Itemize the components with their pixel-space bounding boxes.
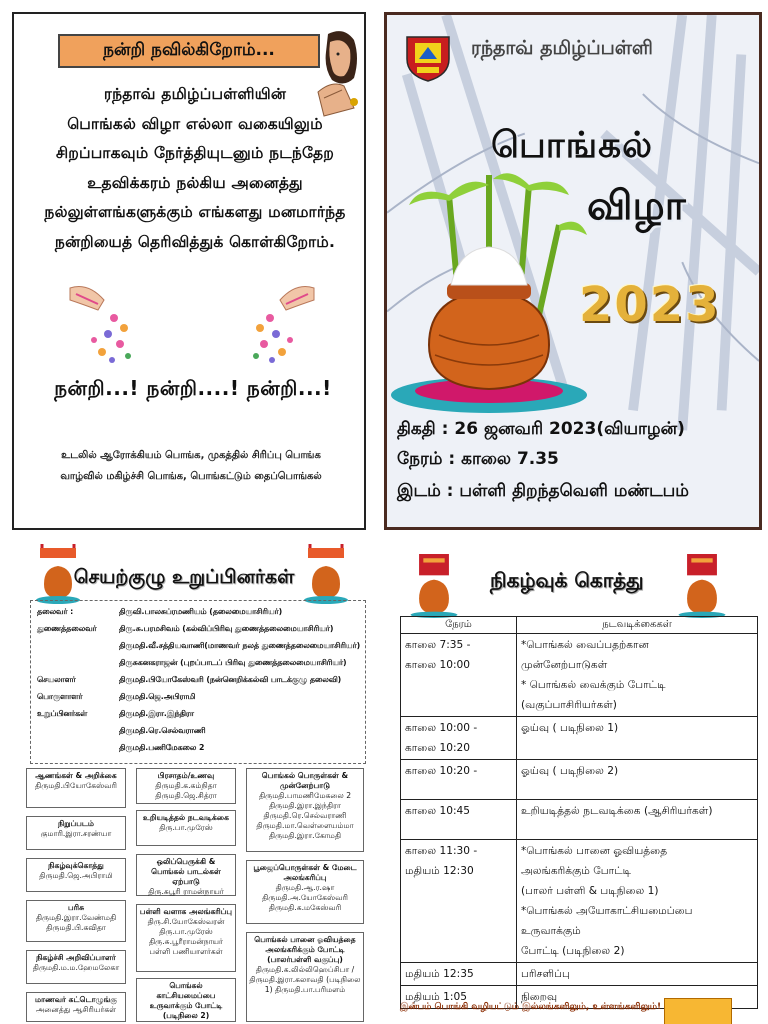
role-label: பொருளாளர் <box>37 692 83 701</box>
thank-you-panel <box>12 12 366 530</box>
duty-cell <box>136 810 236 846</box>
member-name: திருவி.பாலசுப்ரமணியம் (தலைமையாசிரியர்) <box>119 607 283 616</box>
committee-panel <box>24 540 368 1024</box>
duty-title: பள்ளி வளாக அலங்கரிப்பு <box>139 907 233 916</box>
duty-names: திருமதி.பாமணிமேகலை 2 திருமதி.இரா.இந்திரா திருமதி.ரெ.செல்வராணி திருமதி.மா.வெள்ளையம்மா திருமதி.இரா.கோமதி <box>256 791 354 840</box>
time-text: காலை 10:00 - <box>405 722 478 734</box>
duty-cell <box>26 768 126 808</box>
thanks-line: சிறப்பாகவும் நேர்த்தியுடனும் நடந்தேற <box>55 144 335 162</box>
member-name: திருமதி.பியோகேஸ்வரி (நன்னெறிக்கல்வி பாடக்குழு தலைவி) <box>119 675 342 684</box>
time-cell <box>401 800 517 840</box>
schedule-footer: இன்பம் பொங்கி வழியட்டும் இல்லங்களிலும், உள்ளங்களிலும்! <box>400 1002 662 1012</box>
activity-text: * பொங்கல் வைக்கும் போட்டி <box>521 679 666 691</box>
activity-cell <box>517 800 758 840</box>
activity-text: *பொங்கல் பானை ஓவியத்தை <box>521 845 668 857</box>
time-cell <box>401 760 517 800</box>
duty-names: அனைத்து ஆசிரியர்கள் <box>35 1005 117 1014</box>
table-row <box>401 963 758 986</box>
duty-names: திரு.சி.யோகேஸ்வரன் திரு.பா.முரேஸ் திரு.சு.பூரீராமன்நாயர் பள்ளி பணியாளர்கள் <box>147 917 225 956</box>
flower-hands-icon <box>64 282 142 366</box>
thanks-banner: நன்றி நவில்கிறோம்... <box>58 34 320 68</box>
activity-cell <box>517 840 758 963</box>
thanks-line: பொங்கல் விழா எல்லா வகையிலும் <box>67 114 323 133</box>
duty-names: திருமதி.க.கம்நிதா திருமதி.ஜெ.சித்ரா <box>155 781 217 800</box>
duty-names: குமாரி.இரா.சரண்யா <box>40 829 112 838</box>
event-place: இடம் : பள்ளி திறந்தவெளி மண்டபம் <box>397 481 689 501</box>
activity-text: ஓய்வு ( படிநிலை 1) <box>521 722 619 734</box>
duty-cell <box>26 816 126 850</box>
pongal-greeting-badge <box>664 998 732 1024</box>
duty-title: உறியடித்தல் நடவடிக்கை <box>143 813 229 822</box>
year-badge: 2023 <box>579 277 721 333</box>
duty-names: திருமதி.க.லில்லிஹெப்சிபா / திருமதி.இரா.கலாவதி (படிநிலை 1) திருமதி.பா.பரிமளம் <box>249 965 361 994</box>
duty-names: திரு.பா.முரேஸ் <box>159 823 213 832</box>
duty-names: திருமதி.இரா.வேண்மதி திருமதி.பி.கவிதா <box>35 913 117 932</box>
time-text: காலை 10:20 - <box>405 765 478 777</box>
activity-cell <box>517 760 758 800</box>
time-text: காலை 7:35 - <box>405 639 471 651</box>
thanks-line: ரந்தாவ் தமிழ்ப்பள்ளியின் <box>103 85 287 103</box>
activity-text: (பாலர் பள்ளி & படிநிலை 1) <box>521 885 659 897</box>
pongal-pot-icon <box>302 544 350 604</box>
column-header: நடவடிக்கைகள் <box>517 617 758 634</box>
duty-title: பரிசு <box>67 903 85 912</box>
duty-cell <box>246 932 364 1022</box>
temple-pot-icon <box>676 554 728 618</box>
duty-cell <box>26 858 126 892</box>
time-cell <box>401 717 517 760</box>
member-name: திருமதி.பணிமேகலை 2 <box>119 743 205 752</box>
duty-title: பிரசாதம்/உணவு <box>157 771 215 780</box>
table-header-row <box>401 617 758 634</box>
activity-text: உறியடித்தல் நடவடிக்கை (ஆசிரியர்கள்) <box>521 805 713 817</box>
role-label: தலைவர் : <box>37 607 74 616</box>
time-text: மதியம் 12:35 <box>405 968 474 980</box>
duty-grid <box>24 764 368 1024</box>
school-name: ரந்தாவ் தமிழ்ப்பள்ளி <box>471 37 653 59</box>
member-name: திரு.சு.பரமசிவம் (கல்விப்பிரிவு துணைத்தலைமையாசிரியர்) <box>119 624 334 633</box>
thanks-line: நல்லுள்ளங்களுக்கும் எங்களது மனமார்ந்த <box>44 203 346 221</box>
event-date: திகதி : 26 ஜனவரி 2023(வியாழன்) <box>397 419 685 439</box>
time-text: மதியம் 12:30 <box>405 865 474 877</box>
table-row <box>401 760 758 800</box>
table-row <box>401 717 758 760</box>
table-row <box>401 840 758 963</box>
committee-title: செயற்குழு உறுப்பினர்கள் <box>73 565 295 588</box>
temple-pot-icon <box>408 554 460 618</box>
time-cell <box>401 840 517 963</box>
committee-list <box>30 600 366 764</box>
school-logo <box>401 29 455 83</box>
duty-title: பொங்கல் பானை ஓவியத்தை அலங்கரிக்கும் போட்டி (பாலர்பள்ளி வகுப்பு) <box>254 935 356 964</box>
member-name: திருமதி.இரா.இந்திரா <box>119 709 194 718</box>
time-text: காலை 11:30 - <box>405 845 478 857</box>
member-name: திருமதி.ரெ.செல்வராணி <box>119 726 206 735</box>
activity-cell <box>517 717 758 760</box>
activity-text: அலங்கரிக்கும் போட்டி <box>521 865 632 877</box>
activity-text: பரிசளிப்பு <box>521 968 570 980</box>
event-time: நேரம் : காலை 7.35 <box>397 449 559 469</box>
duty-cell <box>136 854 236 896</box>
member-name: திருமதி.ஜெ.அபிராமி <box>119 692 196 701</box>
duty-title: ஒலிப்பெருக்கி & பொங்கல் பாடல்கள் ஏற்பாடு <box>151 857 221 886</box>
time-text: காலை 10:00 <box>405 659 471 671</box>
activity-text: நிறைவு <box>521 991 558 1003</box>
table-row <box>401 800 758 840</box>
schedule-title: நிகழ்வுக் கொத்து <box>490 568 644 592</box>
time-text: காலை 10:20 <box>405 742 471 754</box>
duty-title: நிகழ்ச்சி அறிவிப்பாளர் <box>36 953 116 962</box>
duty-cell <box>136 904 236 972</box>
time-text: காலை 10:45 <box>405 805 471 817</box>
duty-title: நிகழ்வுக்கொத்து <box>48 861 104 870</box>
duty-title: நிறுப்படம் <box>57 819 95 828</box>
duty-cell <box>246 860 364 924</box>
wish-line: உடலில் ஆரோக்கியம் பொங்க, முகத்தில் சிரிப்பு பொங்க <box>61 450 321 461</box>
duty-cell <box>26 950 126 984</box>
thanks-line: நன்றியைத் தெரிவித்துக் கொள்கிறோம். <box>54 232 336 251</box>
committee-title-banner <box>64 560 304 596</box>
wish-line: வாழ்வில் மகிழ்ச்சி பொங்க, பொங்கட்டும் தைப்பொங்கல் <box>60 471 322 482</box>
table-row <box>401 634 758 717</box>
activity-text: போட்டி (படிநிலை 2) <box>521 945 625 957</box>
time-cell <box>401 634 517 717</box>
duty-cell <box>26 900 126 942</box>
activity-text: *பொங்கல் வைப்பதற்கான <box>521 639 649 651</box>
activity-cell <box>517 634 758 717</box>
duty-names: திருமதி.ஜெ.அபிராமி <box>39 871 113 880</box>
festival-title: பொங்கல் <box>491 125 654 166</box>
activity-text: ஓய்வு ( படிநிலை 2) <box>521 765 619 777</box>
thanks-message <box>30 80 360 257</box>
duty-title: மாணவர் கட்டொழுங்கு <box>35 995 117 1004</box>
duty-cell <box>26 992 126 1022</box>
role-label: துணைத்தலைவர் <box>37 624 97 633</box>
duty-cell <box>136 978 236 1022</box>
duty-cell <box>136 768 236 804</box>
time-cell <box>401 963 517 986</box>
duty-title: பூஜைப்பொருள்கள் & மேடை அலங்கரிப்பு <box>253 863 357 882</box>
role-label: செயலாளர் <box>37 675 76 684</box>
activity-cell <box>517 963 758 986</box>
schedule-panel <box>394 540 764 1024</box>
activity-text: முன்னேற்பாடுகள் <box>521 659 608 671</box>
role-label: உறுப்பினர்கள் <box>37 709 88 718</box>
activity-text: *பொங்கல் அயோகாட்சியமைப்பை உருவாக்கும் <box>521 905 693 937</box>
pongal-poster <box>384 12 762 530</box>
duty-names: திரு.சுபூரி ராமன்நாயர் <box>148 887 224 896</box>
time-text: மதியம் 1:05 <box>405 991 467 1003</box>
member-name: திருசுகனகராஜன் (புறப்பாடப் பிரிவு துணைத்தலைமையாசிரியர்) <box>119 658 347 667</box>
schedule-table <box>400 616 758 1009</box>
duty-title: ஆணங்கள் & அறிக்கை <box>35 771 117 780</box>
duty-names: திருமதி.பியோகேஸ்வரி <box>35 781 117 790</box>
duty-cell <box>246 768 364 852</box>
flower-hands-icon <box>242 282 320 366</box>
member-name: திருமதி.வீ.சத்தியவாணி(மாணவர் நலத் துணைத்தலைமையாசிரியர்) <box>119 641 361 650</box>
activity-text: (வகுப்பாசிரியர்கள்) <box>521 699 617 711</box>
duty-names: திருமதி.ம.ம.ஹேமலேகா <box>32 963 120 972</box>
festival-title-word2: விழா <box>587 183 686 229</box>
duty-names: திருமதி.ஆ.ர.ஷா திருமதி.அ.யோகேஸ்வரி திருமதி.க.மகேஸ்வரி <box>262 883 348 912</box>
nandri-text: நன்றி...! நன்றி....! நன்றி...! <box>54 376 332 400</box>
duty-title: பொங்கல் பொருள்கள் & முன்னேற்பாடு <box>261 771 349 790</box>
pongal-pot-icon <box>389 165 589 415</box>
thanks-line: உதவிக்கரம் நல்கிய அனைத்து <box>87 173 303 192</box>
duty-title: பொங்கல் காட்சியமைப்பை உருவாக்கும் போட்டி (படிநிலை 2) <box>149 981 223 1020</box>
column-header: நேரம் <box>401 617 517 634</box>
